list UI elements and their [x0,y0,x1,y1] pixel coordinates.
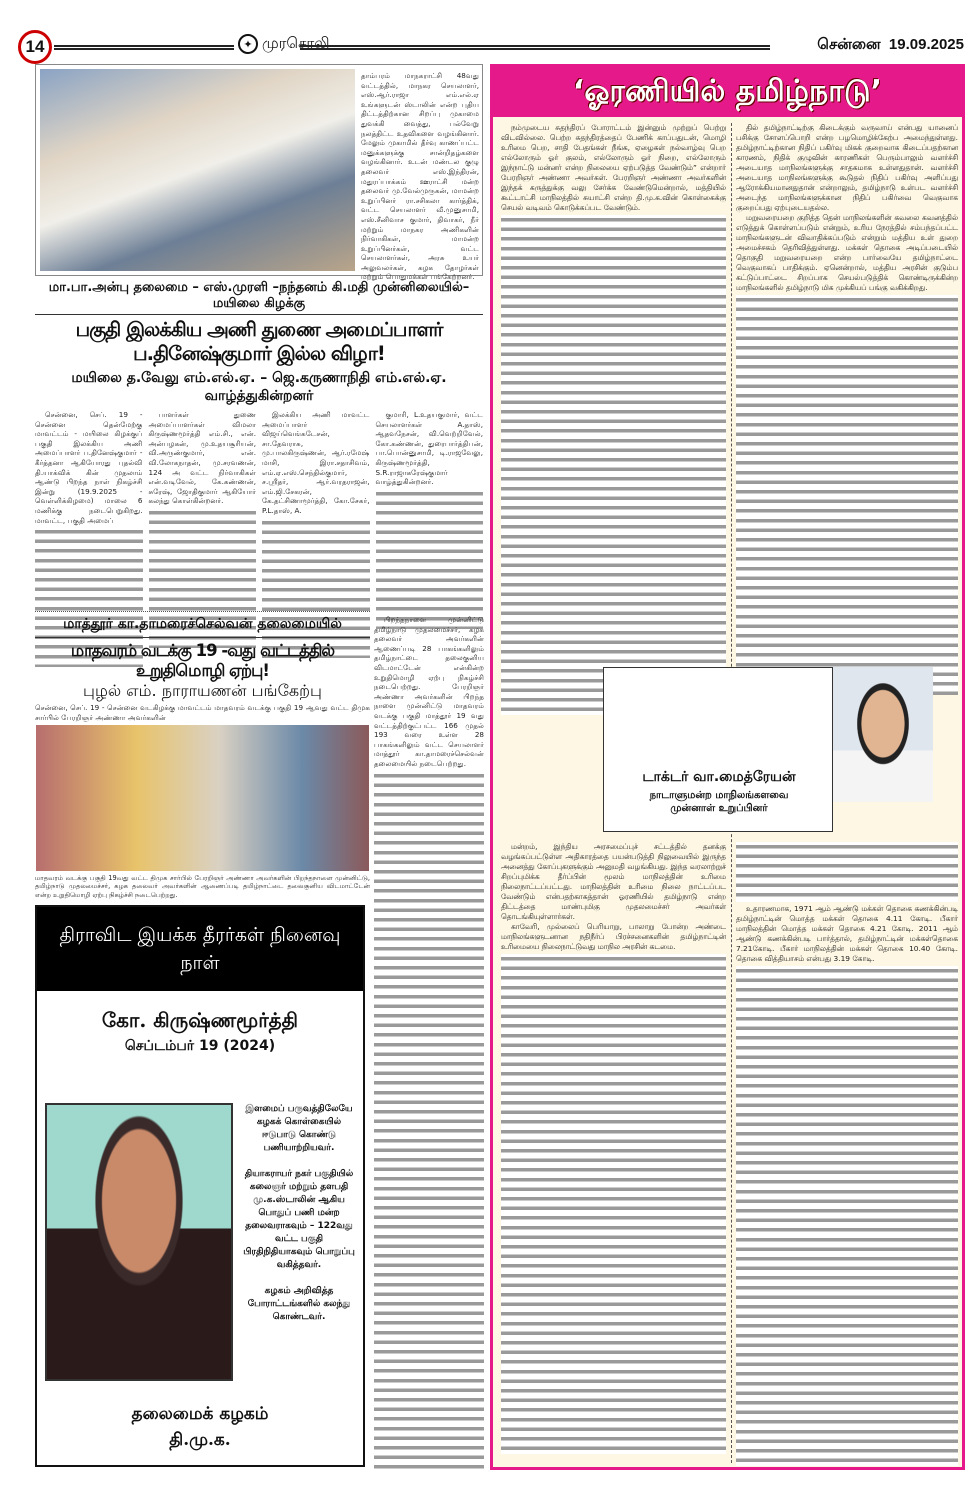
body-text: குமாரி, L.உதயகுமார், வட்ட செயலாளர்கள் A.தாஸ், ஆதவநேசன், வி.வெற்றிவேல், கோ.கண்ணன், துரைபார்த்திபன், பா.பொன்னுசாமி, டி.ராஜவேலு, கிருஷ்ணமூர்த்தி, S.R.ராஜாகரேஷ்குமார் வாழ்த்துகின்றனர். [375,410,483,487]
author-photo [833,667,933,802]
header-rule-right [300,45,770,50]
feature-col-2-bottom [736,842,958,1462]
signoff-line: தலைமைக் கழகம் [131,1404,269,1424]
masthead-title: முரசொலி [262,34,330,52]
article1-col-4 [376,410,484,608]
memorial-bio [239,1103,359,1324]
article1-kicker: மா.பா.அன்பு தலைமை – எஸ்.முரளி –நந்தனம் கி.மதி முன்னிலையில்– மயிலை கிழக்கு [35,280,483,315]
body-text: நம்முடைய சுதந்திரப் போராட்டம் இன்னும் முற்றுப் பெற்று விடவில்லை. பெற்ற சுதந்திரத்தைப் பேணிக் காப்பதுடன், மொழி உரிமை பெற, சாதி பேதங்கள் நீங்க, ஏழைகள் நல்வாழ்வு பெற எல்லோரும் ஓர் குலம், எல்லோரும் ஓர் நிறை, எல்லோரும் இந்நாட்டு மன்னர் என்ற நிலையை ஏற்படுத்த வேண்டும்” என்றார் பேரறிஞர் அண்ணா அவர்கள். பேரறிஞர் அண்ணா அவர்களின் இந்தக் கருத்துக்கு வலு சேர்க்க வேண்டுமென்றால், மத்தியில் கூட்டாட்சி மாநிலத்தில் சுயாட்சி என்ற தி.மு.க.வின் கொள்கைக்கு செயல் வடிவம் கொடுக்கப்பட வேண்டும். [501,123,726,212]
article2-photo-caption: மாதவரம் வடக்கு பகுதி 19வது வட்ட திமுக சார்பில் பேரறிஞர் அண்ணா அவர்களின் பிறந்தநாளை முன்னிட்டு, தமிழ்நாடு முதலமைச்சர், கழக தலைவர் அவர்களின் ஆணைப்படி தமிழ்நாட்டை தலைகுனிய விடமாட்டேன் என்ற உறுதிமொழி ஏற்பு நிகழ்ச்சி நடைபெற்றது. [35,873,370,900]
memorial-signoff [37,1381,363,1465]
byline-text [604,768,834,815]
body-text: மன்றம், இந்திய அரசமைப்புச் சட்டத்தில் தனக்கு வழங்கப்பட்டுள்ள அதிகாரத்தை பயன்படுத்தி நிலுவையில் இருந்த அனைத்து கோப்புகளுக்கும் அனுமதி வழங்கியது. இந்த வரலாற்றுச் சிறப்புமிக்க தீர்ப்பின் மூலம் மாநிலத்தின் உரிமை நிலைநாட்டப்பட்டது. மாநிலத்தின் உரிமை நிலை நாட்டப்பட வேண்டும் என்பதற்காகத்தான் ஓரணியில் தமிழ்நாடு என்ற திட்டத்தை மாண்புமிகு முதலமைச்சர் அவர்கள் தொடங்கியுள்ளார்கள். [501,842,726,921]
memorial-name: கோ. கிருஷ்ணமூர்த்தி [101,1008,299,1032]
feature-col-1-bottom [501,842,726,1462]
body-text: மறுவரையறை குறித்த தென் மாநிலங்களின் கவலை கவனத்தில் எடுத்துக் கொள்ளப்படும் என்றும், உரிய நேரத்தில் சம்பந்தப்பட்ட மாநிலங்களுடன் விவாதிக்கப்படும் என்றும் மத்திய உள் துறை அமைச்சகம் தெரிவித்துள்ளது. மக்கள் தொகை அடிப்படையில் தொகுதி மறுவரையறை என்ற பார்வையே தமிழ்நாட்டை வெகுவாகப் பாதிக்கும். ஏனென்றால், மத்திய அரசின் குடும்ப கட்டுப்பாட்டை சிறப்பாக செயல்படுத்திக் கொண்டிருக்கின்ற மாநிலங்களில் தமிழ்நாடு மிக முக்கியப் பங்கு வகிக்கிறது. [736,213,958,292]
body-text: பாளர்கள் துணை அமைப்பாளர்கள் விமலா கிருஷ்ணமூர்த்தி எம்.சி., என். அன்பழகன், மு.உதயசூரியன், வி.அருண்குமார், என். வி.லோகநாதன், மு.சரவணன், 124 அ வட்ட நிர்வாகிகள் என்.வடிவேல், கே.கண்ணன், சுரேஷ், ஜோதிகுமார் ஆகியோர் கலந்து கொள்கின்றனர். [148,410,256,506]
feature-article [490,64,965,1470]
page-number: 14 [18,30,52,64]
memorial-date: செப்டம்பர் 19 (2024) [124,1038,276,1054]
article2 [35,616,370,900]
memorial-notice [35,905,365,1467]
article1-body [35,410,483,608]
article2-headline: மாதவரம் வடக்கு 19 -வது வட்டத்தில் உறுதிமொழி ஏற்பு! [70,641,335,680]
article1-col-1 [35,410,143,608]
photo-caption: தாம்பரம் மாநகராட்சி 48வது வட்டத்தில், மாநகர செயலாளர், எஸ்.ஆர்.ராஜா எம்.எல்.ஏ உங்களுடன் ஸ்டாலின் என்ற புதிய திட்டத்திற்கான சிறப்பு முகாமை துவக்கி வைத்து, பல்வேறு நலத்திட்ட உதவிகளை வழங்கினார். மேலும் முகாமில் தீர்வு காணப்பட்ட மனுக்களுக்கு சான்றிதழ்களை வழங்கினார். உடன் மண்டல குழு தலைவர் எஸ்.இந்திரன், மதுரப்பாக்கம் ஊராட்சி மன்ற தலைவர் மு.வேல்முருகன், மாமன்ற உறுப்பினர் ரா.சசிகலா கார்த்திக், வட்ட செயலாளர் வீ.முனுசாமி, எஸ்.சீனிவாச குமார், திவாகர், நீர் மற்றும் மாநகர அணிகளின் நிர்வாகிகள், மாமன்ற உறுப்பினர்கள், வட்ட செயலாளர்கள், அரசு உயர் அலுவலர்கள், கழக தோழர்கள் மற்றும் பொதுமக்கள் பங்கேற்றனர். [361,71,479,282]
bio-line: தியாகராயர் நகர் பகுதியில் கலைஞர் மற்றும் தளபதி மு.க.ஸ்டாலின் ஆகிய பொதுப் பணி மன்ற தலைவராகவும் – 122வது வட்ட பகுதி பிரதிநிதியாகவும் பொறுப்பு வகித்தவர். [243,1169,355,1270]
body-text: உதாரணமாக, 1971 ஆம் ஆண்டு மக்கள் தொகை கணக்கின்படி தமிழ்நாட்டின் மொத்த மக்கள் தொகை 4.11 கோடி. பீகார் மாநிலத்தின் மொத்த மக்கள் தொகை 4.21 கோடி. 2011 ஆம் ஆண்டு கணக்கின்படி பார்த்தால், தமிழ்நாட்டின் மக்கள்தொகை 7.21கோடி. பீகார் மாநிலத்தின் மக்கள் தொகை 10.40 கோடி. தொகை வித்தியாசம் என்பது 3.19 கோடி. [736,904,958,963]
byline-box [603,667,833,832]
signoff-line: தி.மு.க. [169,1430,231,1450]
photo-story [35,64,483,282]
feature-title: ‘ஓரணியில் தமிழ்நாடு’ [493,67,962,117]
bio-line: இளமைப் பருவத்திலேயே கழகக் கொள்கையில் ஈடுபாடு கொண்டு பணியாற்றியவர். [245,1104,353,1153]
dateline [817,36,964,55]
article1-col-2 [149,410,257,608]
article1-headline: பகுதி இலக்கிய அணி துணை அமைப்பாளர் ப.தினேஷ்குமார் இல்ல விழா! [75,318,443,365]
article2-subhead: புழல் எம். நாராயணன் பங்கேற்பு [83,681,322,700]
pledge-photo [36,725,369,870]
memorial-portrait [45,1103,233,1381]
article1-subhead: மயிலை த.வேலு எம்.எல்.ஏ. – ஜெ.கருணாநிதி எம்.எல்.ஏ. வாழ்த்துகின்றனர் [71,370,447,404]
murasoli-logo-icon: ✦ [238,34,258,54]
body-text: சென்னை, செப். 19 - சென்னை தென்மேற்கு மாவட்டம் - மயிலை கிழக்குப் பகுதி இலக்கிய அணி அமைப்பாளர் ப.தினேஷ்குமார் - கீர்த்தனா ஆகியோரது புதல்வி தி.யாக்விக் கின் முதலாம் ஆண்டு பிறந்த நாள் நிகழ்ச்சி இன்று (19.9.2025 - வெள்ளிக்கிழமை) மாலை 6 மணிக்கு நடைபெறுகிறது. மாவட்ட, பகுதி அமைப் [35,410,143,525]
body-text: இலக்கிய அணி மாவட்ட அமைப்பாளர் விஜய்வெங்கடேசன், சா.தேவராசு, மு.பாலகிருஷ்ணன், ஆர்.ரமேஷ் மாசி, இரா.சதாசிவம், எம்.ஏ.எஸ்.செந்தில்குமார், ச.ஸ்ரீதர், ஆர்.வரதராஜன், எம்.ஜி.சேகரன், கே.தட்சிணாமூர்த்தி, கோ.சேகர், P.L.தாஸ், A. [262,410,370,515]
body-text: தில் தமிழ்நாட்டிற்கு கிடைக்கும் வருவாய் என்பது யானைப் பசிக்கு சோளப்பொறி என்ற பழமொழிக்கேற்ப அமைந்துள்ளது. தமிழ்நாட்டிற்கான நிதிப் பகிர்வு மிகக் குறைவாக கிடைப்பதற்கான காரணம், நிதிக் குழுவின் காரணிகள் பெரும்பாலும் வளர்ச்சி அடையாத மாநிலங்களுக்கு சாதகமாக உள்ளதுதான். வளர்ச்சி அடையாத மாநிலங்களுக்கு கூடுதல் நிதிப் பகிர்வு அளிப்பது ஆரோக்கியமானதுதான் என்றாலும், தமிழ்நாடு உள்பட வளர்ச்சி அடைந்த மாநிலங்களுக்கான நிதிப் பகிர்வை வெகுவாக குறைப்பது ஏற்புடையதல்ல. [736,123,958,212]
event-photo [40,69,355,271]
memorial-body [45,1103,359,1381]
author-role: நாடாளுமன்ற மாநிலங்களவை [649,790,789,801]
feature-col-2-top [736,123,958,661]
article1 [35,280,483,608]
feature-col-1-top [501,123,726,661]
divider [35,611,370,612]
author-name: டாக்டர் வா.மைத்ரேயன் [642,769,796,785]
masthead [238,34,330,54]
author-role: முன்னாள் உறுப்பினர் [670,803,768,814]
header-rule-left [54,45,234,50]
city: சென்னை [817,36,881,53]
memorial-banner: திராவிட இயக்க தீரர்கள் நினைவு நாள் [37,907,363,991]
body-text: காவேரி, முல்லைப் பெரியாறு, பாலாறு போன்ற அண்டை மாநிலங்களுடனான நதிநீர்ப் பிரச்சனைகளின் தமிழ்நாட்டின் உரிமையை நிலைநாட்டுவது மாநில அரசின் கடமை. [501,922,726,951]
article2-side-column [374,615,484,1475]
date: 19.09.2025 [888,36,964,53]
bio-line: கழகம் அறிவித்த போராட்டங்களில் கலந்து கொண்டவர். [247,1286,351,1322]
body-text: பிறந்தநாளை முன்னிட்டு தமிழ்நாடு முதலமைச்சர், கழக தலைவர் அவர்களின் ஆணைப்படி 28 பாகங்களிலும் தமிழ்நாட்டை தலைகுனிய விடமாட்டேன் என்கின்ற உறுதிமொழி ஏற்பு நிகழ்ச்சி நடைபெற்றது. பேரறிஞர் அண்ணா அவர்களின் பிறந்த நாளை முன்னிட்டு மாதவரம் வடக்கு பகுதி மாத்தூர் 19 வது வட்டத்திற்குட்பட்ட 166 முதல் 193 வரை உள்ள 28 பாகங்களிலும் வட்ட செயலாளர் மாத்தூர் கா.தாமரைச்செல்வன் தலைமையில் நடைபெற்றது. [374,615,484,768]
article2-intro: சென்னை, செப். 19 - சென்னை வடகிழக்கு மாவட்டம் மாதவரம் வடக்கு பகுதி 19 ஆவது வட்ட திமுக சார்பில் பேரறிஞர் அண்ணா அவர்களின் [35,703,370,722]
article1-col-3 [262,410,370,608]
article2-kicker: மாத்தூர் கா.தாமரைச்செல்வன் தலைமையில் [35,616,370,638]
